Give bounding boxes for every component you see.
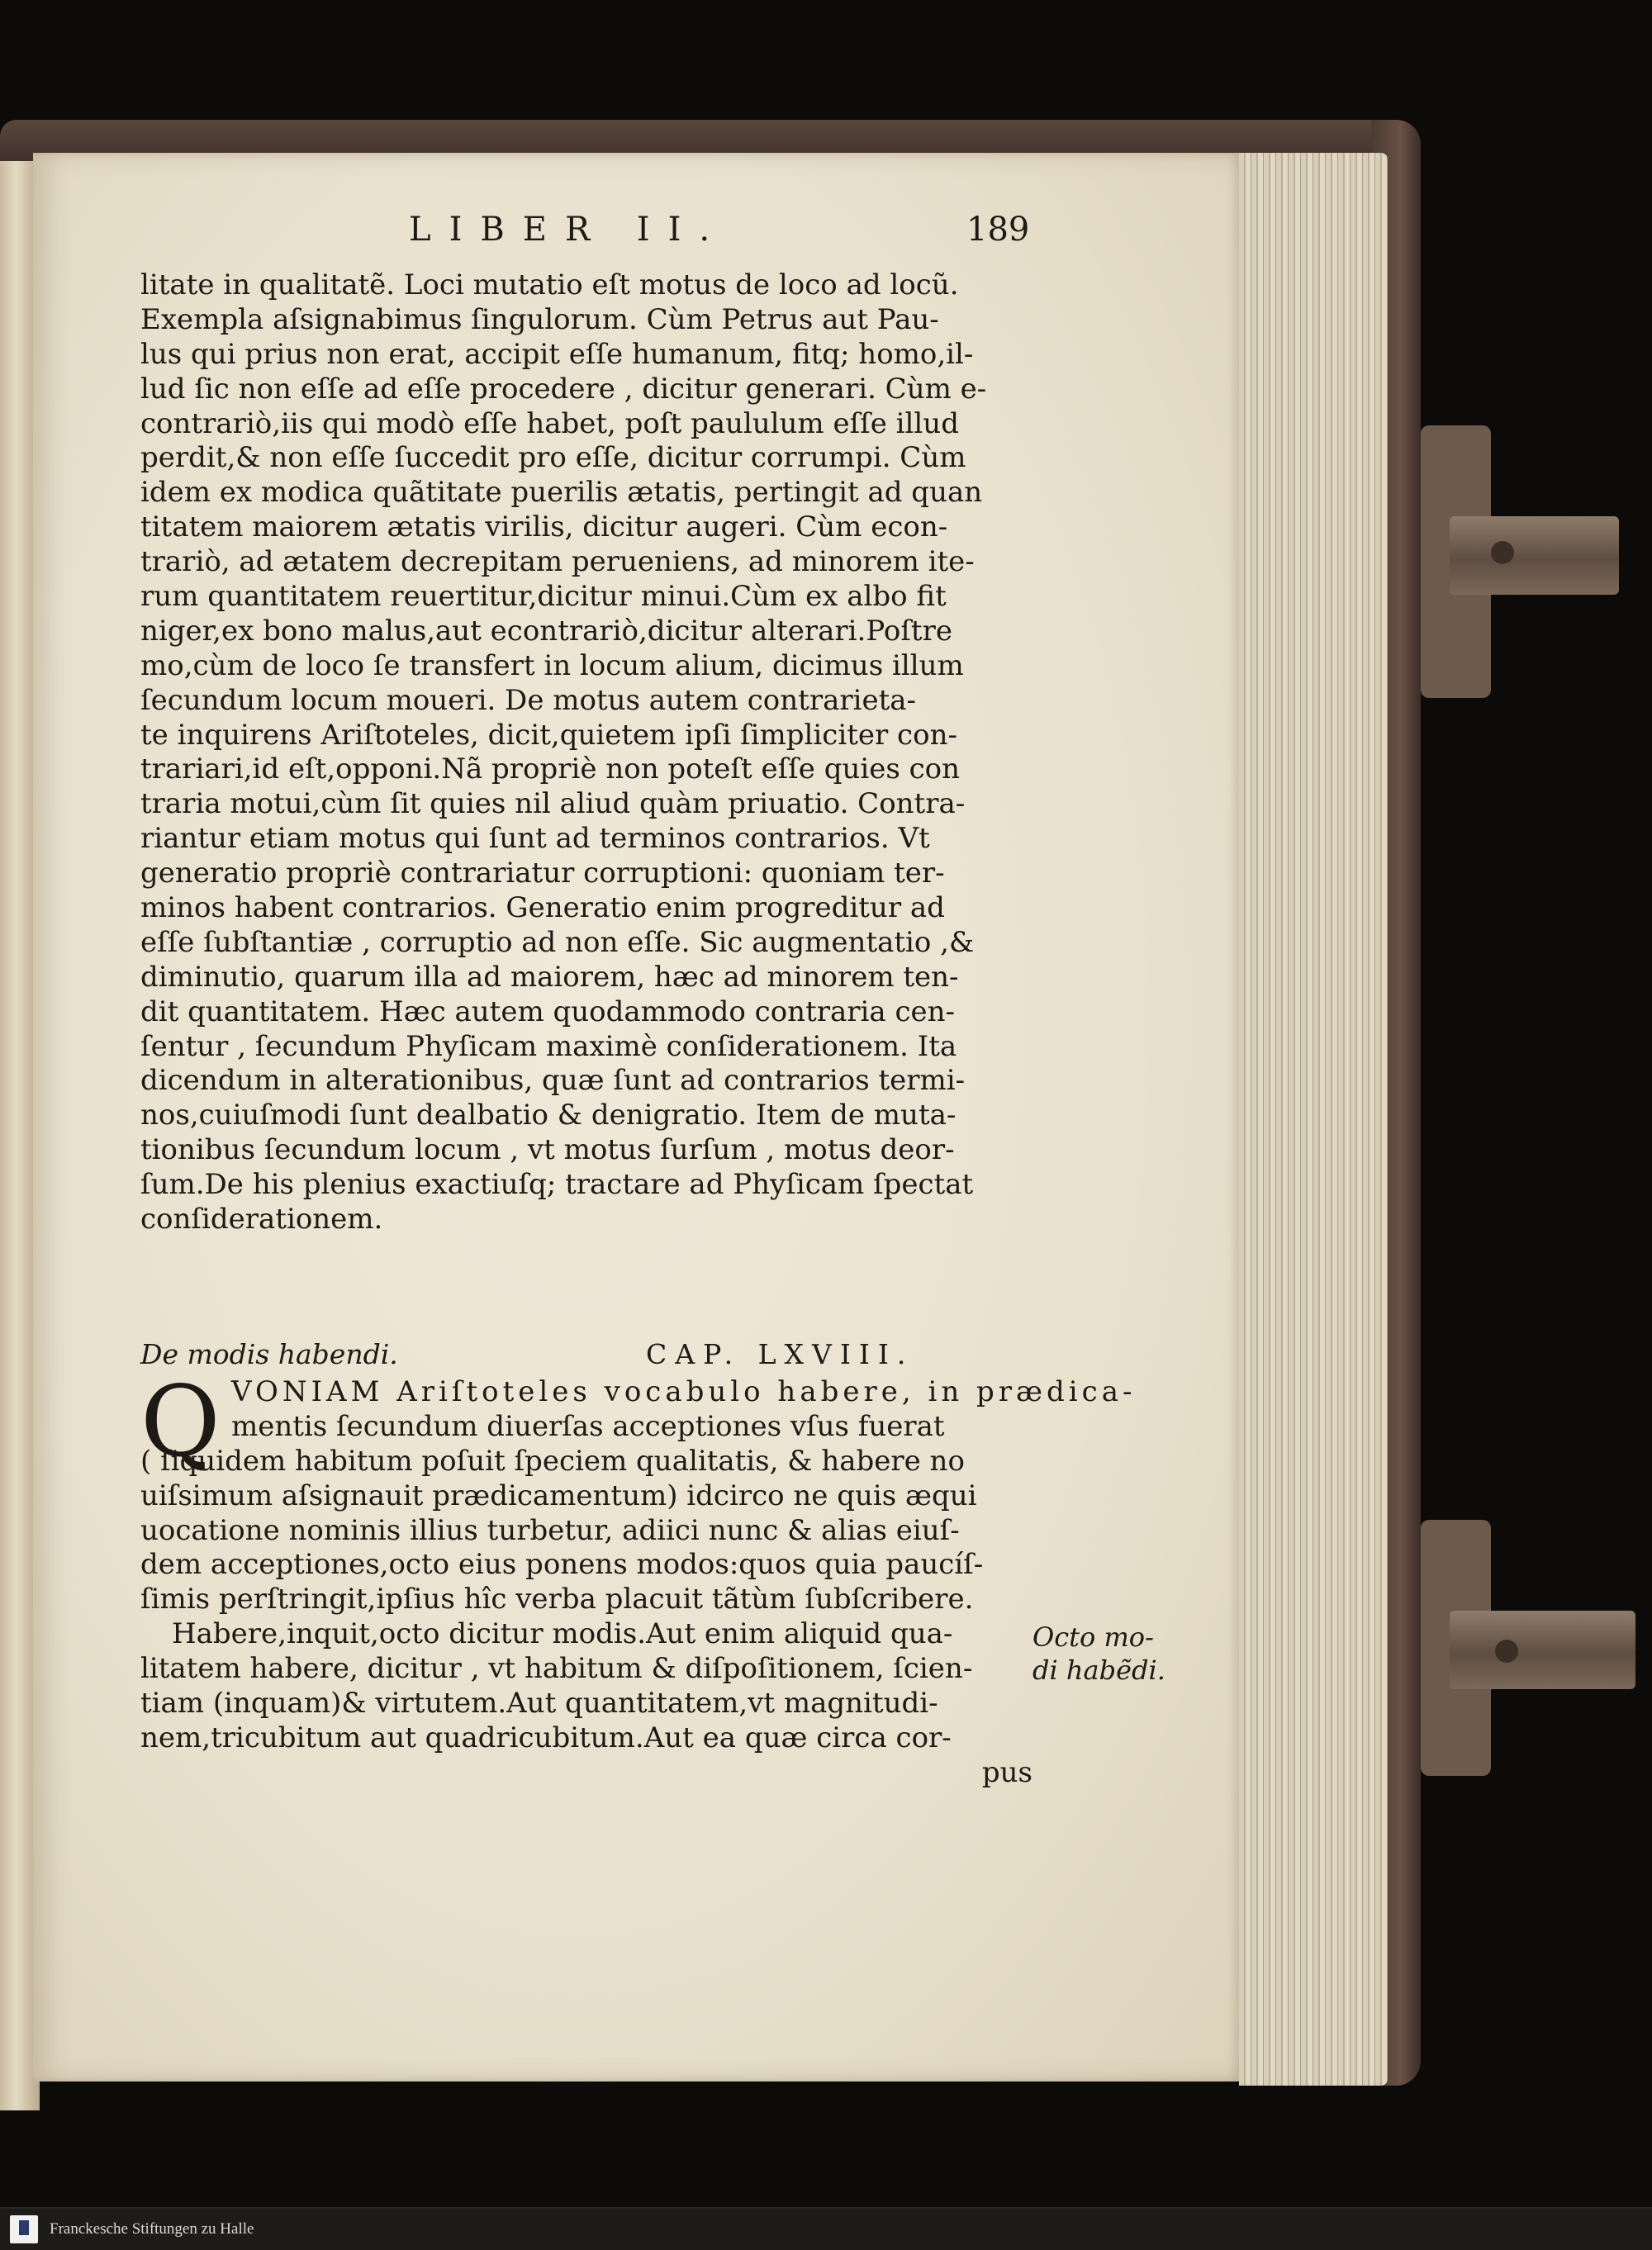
text-line: traria motui,cùm ſit quies nil aliud quàm priuatio. Contra- xyxy=(140,787,966,821)
text-line: nem,tricubitum aut quadricubitum.Aut ea quæ circa cor- xyxy=(140,1721,952,1754)
text-line: riantur etiam motus qui ſunt ad terminos contrarios. Vt xyxy=(140,822,930,856)
lower-clasp-band xyxy=(1450,1611,1635,1689)
catchword: pus xyxy=(981,1755,1032,1789)
text-line: ſimis perſtringit,ipſius hîc verba placuit tãtùm ſubſcribere. xyxy=(140,1583,974,1616)
text-line: ſentur , ſecundum Phyſicam maximè conſiderationem. Ita xyxy=(140,1029,957,1063)
text-line: te inquirens Ariſtoteles, dicit,quietem ipſi ſimpliciter con- xyxy=(140,718,957,752)
running-head-title: LIBER II. xyxy=(409,211,729,249)
margin-note-line: Octo mo- xyxy=(1032,1621,1154,1653)
main-text-block xyxy=(140,268,1032,1237)
text-line: contrariò,iis qui modò eſſe habet, poſt paululum eſſe illud xyxy=(140,406,959,440)
text-line: lud ſic non eſſe ad eſſe procedere , dicitur generari. Cùm e- xyxy=(140,372,987,406)
margin-note-line: di habẽdi. xyxy=(1032,1654,1165,1686)
page-edges xyxy=(1239,153,1388,2086)
lower-clasp-rivet-icon xyxy=(1495,1640,1518,1663)
text-line: litatem habere, dicitur , vt habitum & diſpoſitionem, ſcien- xyxy=(140,1652,973,1686)
text-line: idem ex modica quãtitate puerilis ætatis, pertingit ad quan xyxy=(140,476,983,510)
text-line: mentis ſecundum diuerſas acceptiones vſus fuerat xyxy=(231,1409,945,1443)
text-line: trariari,id eſt,opponi.Nã propriè non poteſt eſſe quies con xyxy=(140,752,961,786)
text-line: VONIAM Ariſtoteles vocabulo habere, in prædica- xyxy=(231,1375,1137,1408)
text-line: uocatione nominis illius turbetur, adiici nunc & alias eiuſ- xyxy=(140,1513,960,1547)
text-line: ( ſiquidem habitum poſuit ſpeciem qualitatis, & habere no xyxy=(140,1444,965,1478)
footer-credit: Franckesche Stiftungen zu Halle xyxy=(50,2220,254,2238)
drop-capital: Q xyxy=(140,1365,221,1479)
text-line: nos,cuiuſmodi ſunt dealbatio & denigratio. Item de muta- xyxy=(140,1099,957,1132)
page-number: 189 xyxy=(966,211,1030,249)
text-line: dem acceptiones,octo eius ponens modos:quos quia paucíſ- xyxy=(140,1548,984,1582)
text-line: perdit,& non eſſe ſuccedit pro eſſe, dicitur corrumpi. Cùm xyxy=(140,441,966,475)
upper-clasp-rivet-icon xyxy=(1491,541,1514,564)
upper-clasp-band xyxy=(1450,516,1619,595)
text-line: diminutio, quarum illa ad maiorem, hæc ad minorem ten- xyxy=(140,960,959,994)
text-line: dit quantitatem. Hæc autem quodammodo contraria cen- xyxy=(140,994,956,1028)
text-line: tionibus ſecundum locum , vt motus ſurſum , motus deor- xyxy=(140,1133,955,1167)
text-line: rum quantitatem reuertitur,dicitur minui.Cùm ex albo fit xyxy=(140,580,947,614)
margin-note xyxy=(1032,1621,1165,1687)
chapter-title: De modis habendi. xyxy=(140,1338,398,1370)
library-logo-icon[interactable] xyxy=(10,2215,38,2243)
text-line: trariò, ad ætatem decrepitam perueniens, ad minorem ite- xyxy=(140,545,975,579)
text-line: conſiderationem. xyxy=(140,1203,383,1237)
text-line: eſſe ſubſtantiæ , corruptio ad non eſſe. Sic augmentatio ,& xyxy=(140,925,975,959)
chapter-heading xyxy=(140,1338,1032,1374)
text-line: Exempla aſsignabimus ſingulorum. Cùm Petrus aut Pau- xyxy=(140,302,939,336)
text-line: titatem maiorem ætatis virilis, dicitur augeri. Cùm econ- xyxy=(140,510,948,544)
text-line: ſum.De his plenius exactiuſq; tractare ad Phyſicam ſpectat xyxy=(140,1168,974,1202)
footer-bar xyxy=(0,2207,1652,2250)
text-line: uiſsimum aſsignauit prædicamentum) idcirco ne quis æqui xyxy=(140,1479,977,1512)
chapter-number: CAP. LXVIII. xyxy=(646,1338,914,1370)
text-line: dicendum in alterationibus, quæ ſunt ad contrarios termi- xyxy=(140,1064,966,1098)
text-line: niger,ex bono malus,aut econtrariò,dicitur alterari.Poſtre xyxy=(140,614,952,648)
text-line: lus qui prius non erat, accipit eſſe humanum, fitq; homo,il- xyxy=(140,337,974,371)
text-line: litate in qualitatẽ. Loci mutatio eſt motus de loco ad locũ. xyxy=(140,268,959,301)
text-line: minos habent contrarios. Generatio enim progreditur ad xyxy=(140,891,945,925)
text-line: Habere,inquit,octo dicitur modis.Aut enim aliquid qua- xyxy=(172,1617,953,1651)
text-line: ſecundum locum moueri. De motus autem contrarieta- xyxy=(140,683,917,717)
text-line: mo,cùm de loco ſe transfert in locum alium, dicimus illum xyxy=(140,648,964,682)
text-line: tiam (inquam)& virtutem.Aut quantitatem,vt magnitudi- xyxy=(140,1687,938,1721)
text-line: generatio propriè contrariatur corruptioni: quoniam ter- xyxy=(140,857,945,890)
